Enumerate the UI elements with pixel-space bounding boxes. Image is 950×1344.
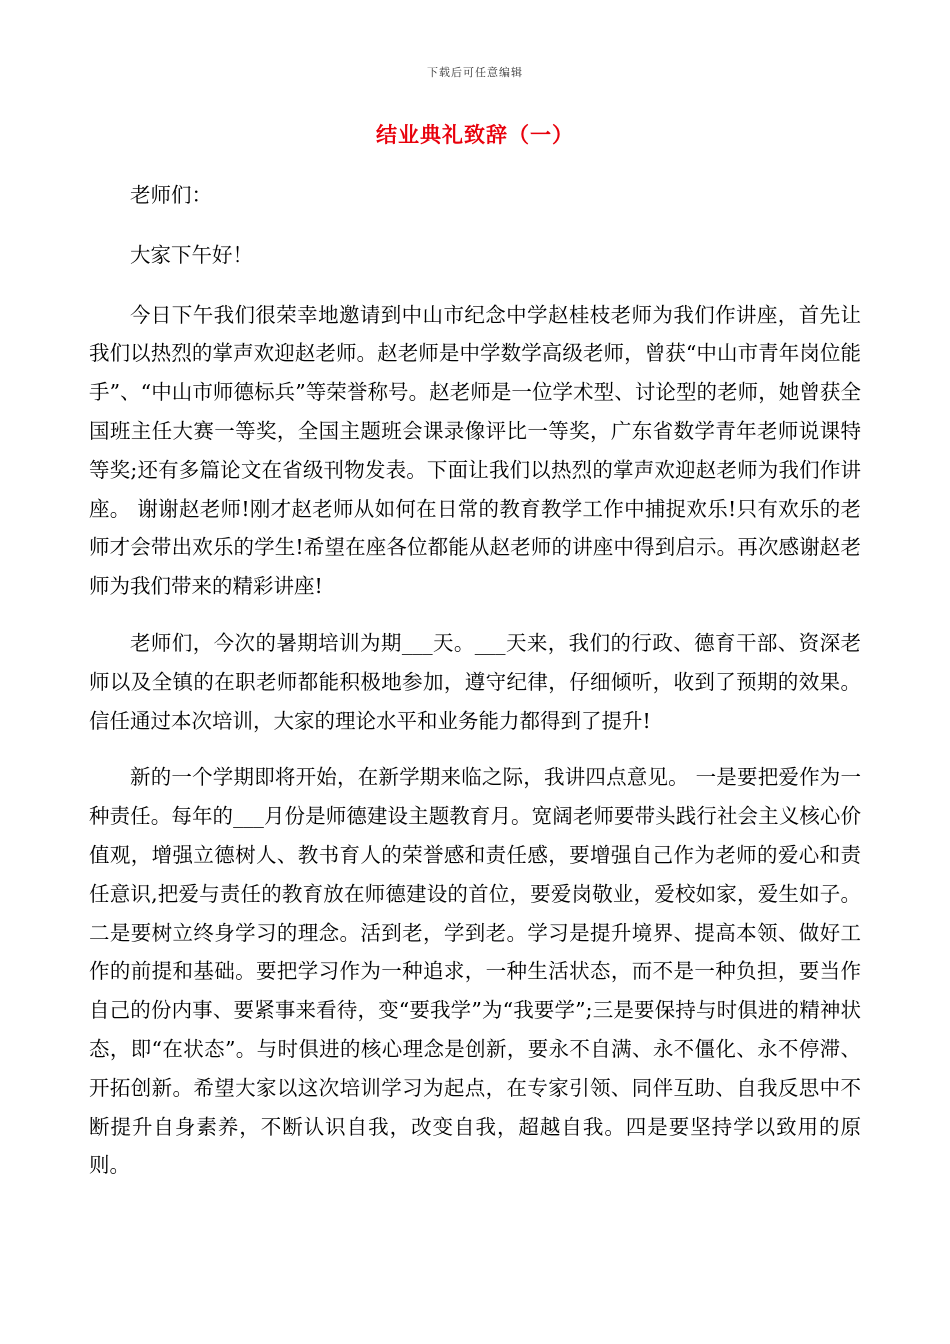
document-title: 结业典礼致辞（一）	[376, 122, 574, 147]
greeting: 大家下午好！	[130, 242, 253, 267]
salutation: 老师们：	[130, 183, 212, 207]
document-body	[89, 176, 861, 1185]
header-note: 下载后可任意编辑	[427, 66, 523, 79]
paragraph-2: 老师们，今次的暑期培训为期___天。___天来，我们的行政、德育干部、资深老师以及全镇的在职老师都能积极地参加，遵守纪律，仔细倾听，收到了预期的效果。信任通过本次培训，大家的理论水平和业务能力都得到了提升!	[89, 630, 861, 733]
paragraph-3: 新的一个学期即将开始，在新学期来临之际，我讲四点意见。 一是要把爱作为一种责任。每年的___月份是师德建设主题教育月。宽阔老师要带头践行社会主义核心价值观，增强立德树人、教书育人的荣誉感和责任感，要增强自己作为老师的爱心和责任意识,把爱与责任的教育放在师德建设的首位，要爱岗敬业，爱校如家，爱生如子。二是要树立终身学习的理念。活到老，学到老。学习是提升境界、提高本领、做好工作的前提和基础。要把学习作为一种追求，一种生活状态，而不是一种负担，要当作自己的份内事、要紧事来看待，变“要我学”为“我要学”;三是要保持与时俱进的精神状态，即“在状态”。与时俱进的核心理念是创新，要永不自满、永不僵化、永不停滞、开拓创新。希望大家以这次培训学习为起点，在专家引领、同伴互助、自我反思中不断提升自身素养，不断认识自我，改变自我，超越自我。四是要坚持学以致用的原则。	[89, 765, 861, 1178]
paragraph-1: 今日下午我们很荣幸地邀请到中山市纪念中学赵桂枝老师为我们作讲座，首先让我们以热烈的掌声欢迎赵老师。赵老师是中学数学高级老师，曾获“中山市青年岗位能手”、“中山市师德标兵”等荣誉称号。赵老师是一位学术型、讨论型的老师，她曾获全国班主任大赛一等奖，全国主题班会课录像评比一等奖，广东省数学青年老师说课特等奖;还有多篇论文在省级刊物发表。下面让我们以热烈的掌声欢迎赵老师为我们作讲座。 谢谢赵老师!刚才赵老师从如何在日常的教育教学工作中捕捉欢乐!只有欢乐的老师才会带出欢乐的学生!希望在座各位都能从赵老师的讲座中得到启示。再次感谢赵老师为我们带来的精彩讲座!	[89, 302, 861, 599]
